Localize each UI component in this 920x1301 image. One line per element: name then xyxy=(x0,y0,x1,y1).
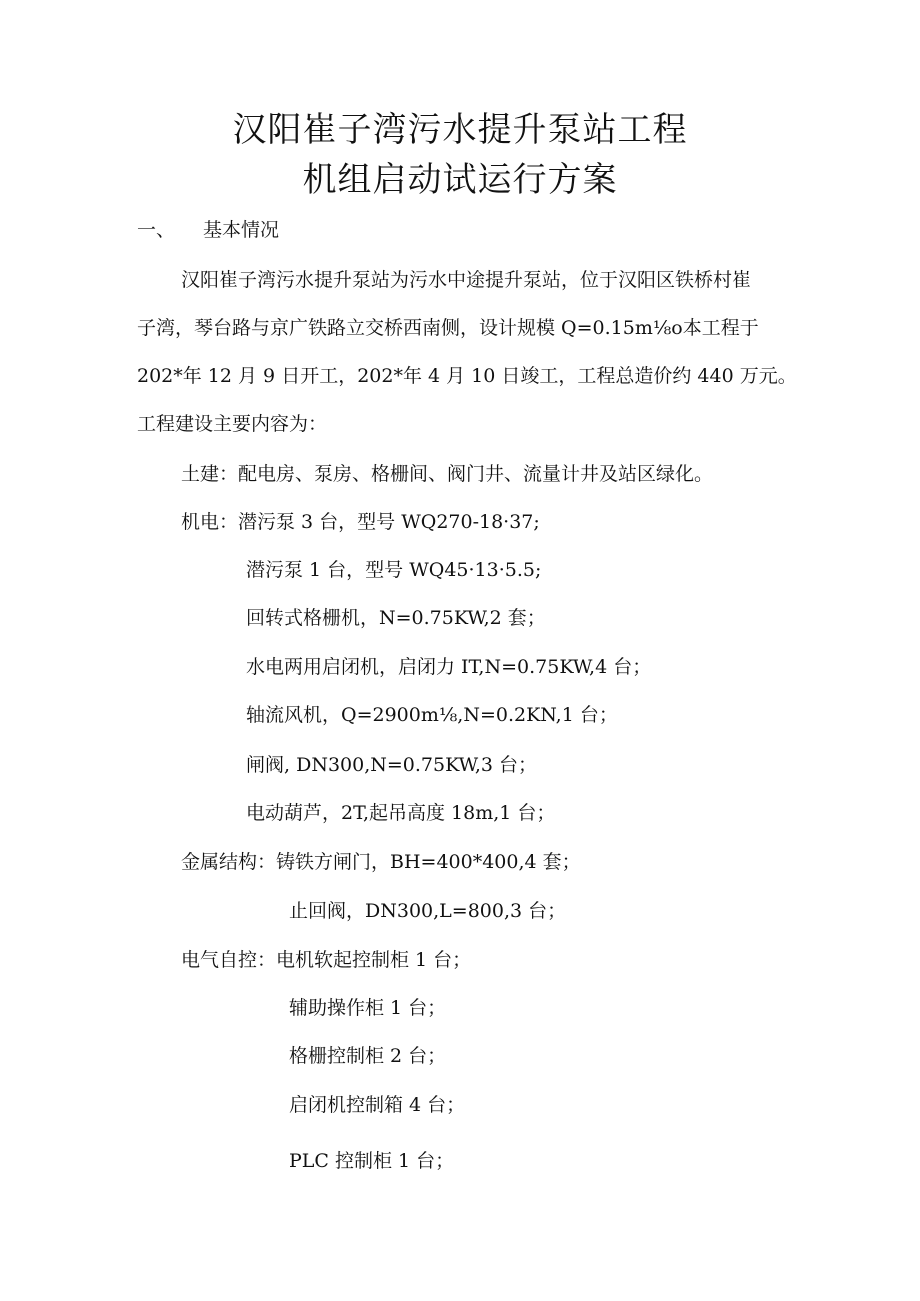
civil-works-item: 土建：配电房、泵房、格栅间、阀门井、流量计井及站区绿化。 xyxy=(181,463,714,485)
list-item: 电动葫芦，2T,起吊高度 18m,1 台； xyxy=(246,802,556,824)
list-item: 轴流风机，Q=2900m⅛,N=0.2KN,1 台； xyxy=(246,704,618,726)
title-line-1: 汉阳崔子湾污水提升泵站工程 xyxy=(232,110,688,150)
paragraph-line: 202*年 12 月 9 日开工，202*年 4 月 10 日竣工，工程总造价约 440 万元。 xyxy=(137,365,797,387)
list-item: PLC 控制柜 1 台； xyxy=(289,1150,455,1172)
list-item: 电气自控：电机软起控制柜 1 台； xyxy=(181,949,472,971)
list-item: 闸阀, DN300,N=0.75KW,3 台； xyxy=(246,754,537,776)
list-item: 潜污泵 1 台，型号 WQ45·13·5.5; xyxy=(246,559,542,581)
list-item: 启闭机控制箱 4 台； xyxy=(289,1094,466,1116)
list-item: 止回阀，DN300,L=800,3 台； xyxy=(289,900,567,922)
title-line-2: 机组启动试运行方案 xyxy=(302,160,618,200)
section-number: 一、 xyxy=(137,219,176,241)
list-item: 水电两用启闭机，启闭力 IT,N=0.75KW,4 台； xyxy=(246,656,652,678)
paragraph-line: 子湾，琴台路与京广铁路立交桥西南侧，设计规模 Q=0.15m⅛o本工程于 xyxy=(137,317,759,339)
list-item: 机电：潜污泵 3 台，型号 WQ270-18·37; xyxy=(181,511,540,533)
paragraph-line: 工程建设主要内容为： xyxy=(137,413,328,435)
list-item: 回转式格栅机，N=0.75KW,2 套； xyxy=(246,607,546,629)
list-item: 格栅控制柜 2 台； xyxy=(289,1045,447,1067)
list-item: 金属结构：铸铁方闸门，BH=400*400,4 套； xyxy=(181,851,581,873)
list-item: 辅助操作柜 1 台； xyxy=(289,997,447,1019)
section-title: 基本情况 xyxy=(203,219,280,241)
paragraph-line: 汉阳崔子湾污水提升泵站为污水中途提升泵站，位于汉阳区铁桥村崔 xyxy=(181,269,752,291)
